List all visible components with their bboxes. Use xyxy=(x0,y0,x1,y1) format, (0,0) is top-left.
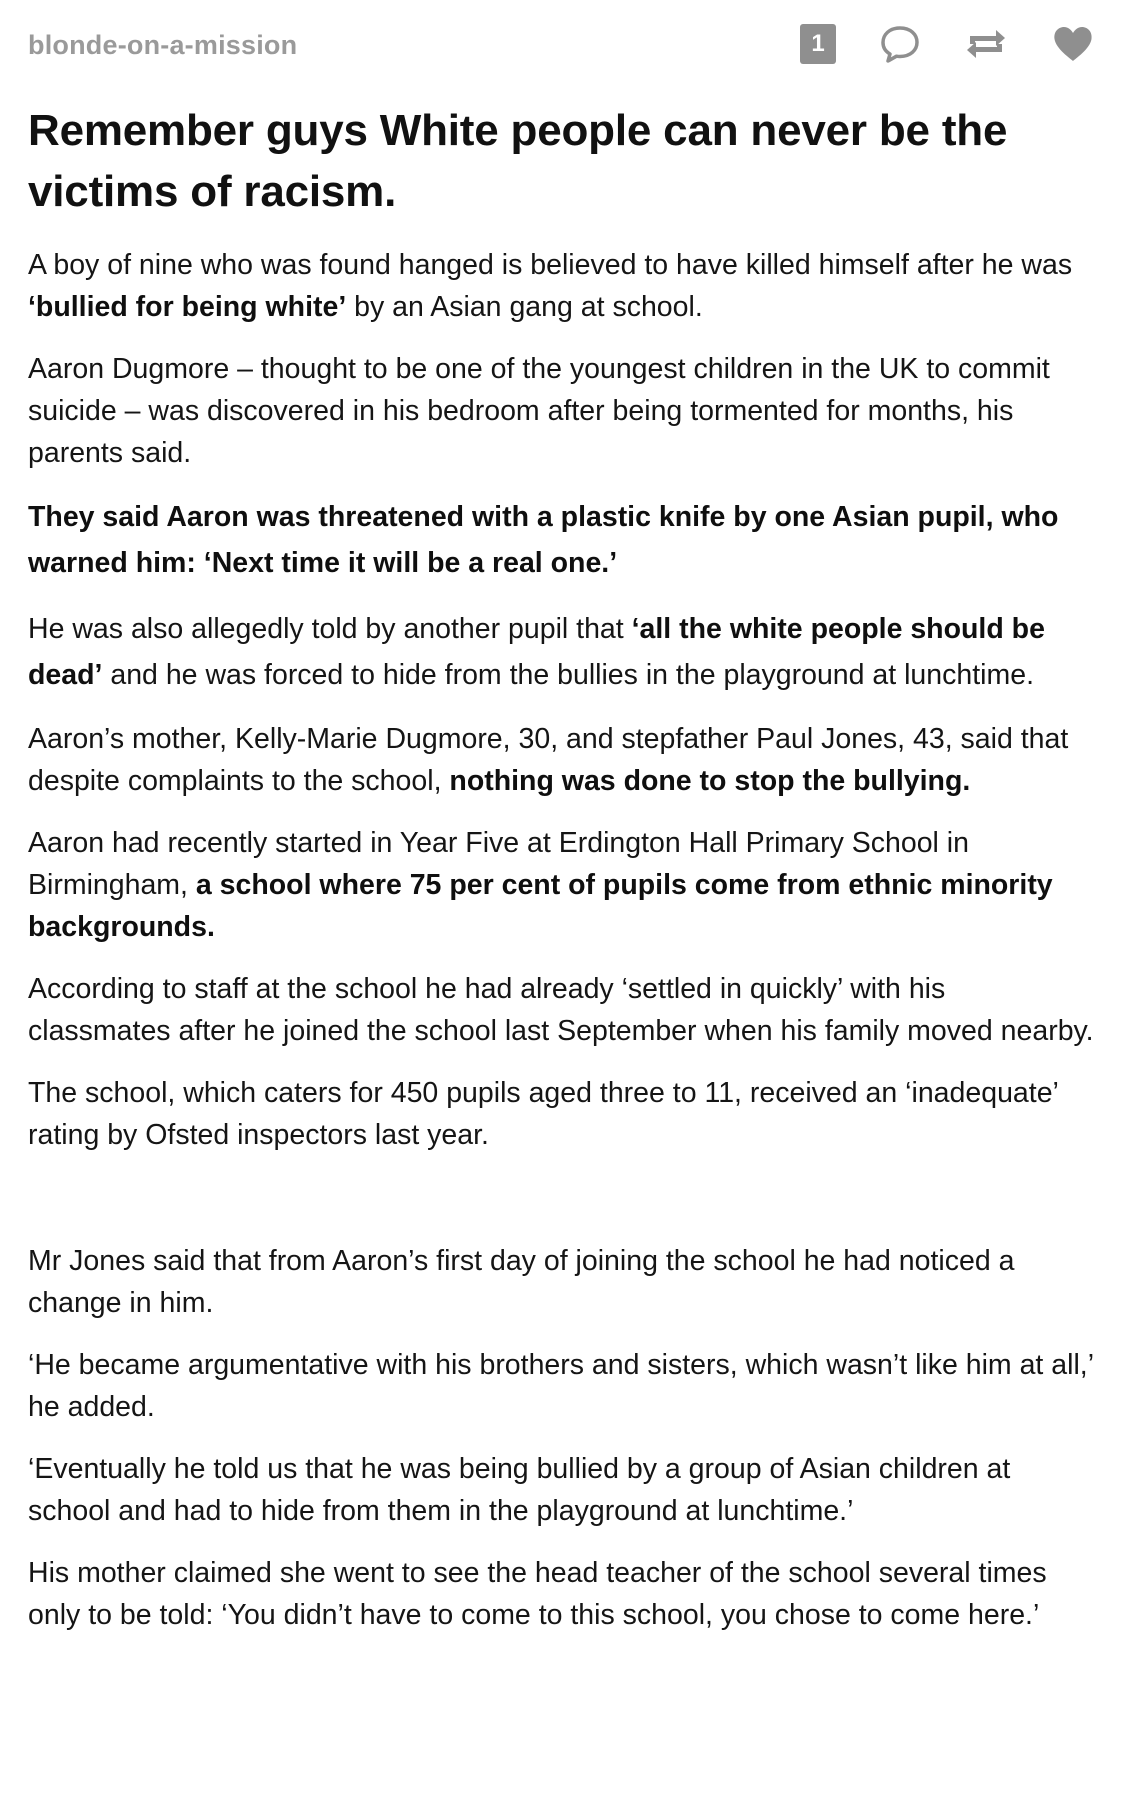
paragraph: The school, which caters for 450 pupils aged three to 11, received an ‘inadequate’ rating by Ofsted inspectors last year. xyxy=(28,1077,1058,1151)
paragraph: ‘He became argumentative with his brothers and sisters, which wasn’t like him at all,’ he added. xyxy=(28,1349,1093,1423)
post-body xyxy=(28,244,1094,1636)
spacer xyxy=(28,1176,1094,1240)
blog-username-link[interactable]: blonde-on-a-mission xyxy=(28,30,298,60)
paragraph: He was also allegedly told by another pupil that ‘all the white people should be dead’ and he was forced to hide from the bullies in the playground at lunchtime. xyxy=(28,613,1045,691)
post-actions xyxy=(800,24,1094,64)
like-button[interactable] xyxy=(1052,25,1094,63)
heart-icon xyxy=(1052,25,1094,63)
reply-button[interactable] xyxy=(880,24,920,64)
paragraph: According to staff at the school he had already ‘settled in quickly’ with his classmates after he joined the school last September when his family moved nearby. xyxy=(28,973,1094,1047)
notes-count-badge: 1 xyxy=(800,24,836,64)
paragraph: ‘Eventually he told us that he was being bullied by a group of Asian children at school and had to hide from them in the playground at lunchtime.’ xyxy=(28,1453,1011,1527)
post-header xyxy=(28,0,1094,90)
reblog-icon xyxy=(964,24,1008,64)
speech-bubble-icon xyxy=(880,24,920,64)
notes-button[interactable] xyxy=(800,24,836,64)
paragraph: Aaron had recently started in Year Five at Erdington Hall Primary School in Birmingham, a school where 75 per cent of pupils come from ethnic minority backgrounds. xyxy=(28,827,1053,943)
paragraph: His mother claimed she went to see the head teacher of the school several times only to be told: ‘You didn’t have to come to this school, you chose to come here.’ xyxy=(28,1557,1047,1631)
paragraph: Mr Jones said that from Aaron’s first day of joining the school he had noticed a change in him. xyxy=(28,1245,1015,1319)
paragraph: A boy of nine who was found hanged is believed to have killed himself after he was ‘bullied for being white’ by an Asian gang at school. xyxy=(28,249,1073,323)
paragraph-bold: They said Aaron was threatened with a plastic knife by one Asian pupil, who warned him: ‘Next time it will be a real one.’ xyxy=(28,501,1059,579)
post-title: Remember guys White people can never be the victims of racism. xyxy=(28,106,1008,216)
paragraph: Aaron’s mother, Kelly-Marie Dugmore, 30, and stepfather Paul Jones, 43, said that despite complaints to the school, nothing was done to stop the bullying. xyxy=(28,723,1069,797)
reblog-button[interactable] xyxy=(964,24,1008,64)
paragraph: Aaron Dugmore – thought to be one of the youngest children in the UK to commit suicide – was discovered in his bedroom after being tormented for months, his parents said. xyxy=(28,353,1050,469)
